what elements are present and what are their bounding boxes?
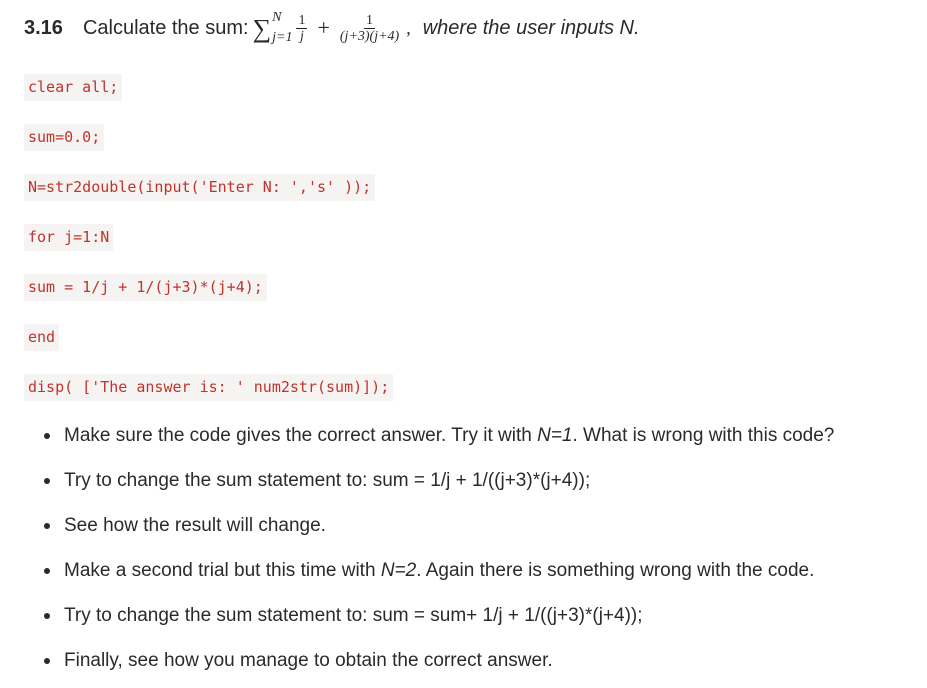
code-line: clear all; (24, 74, 122, 101)
list-item (38, 508, 834, 553)
fraction-numerator: 1 (298, 12, 306, 28)
upper-limit: N (272, 10, 282, 25)
code-line: for j=1:N (24, 224, 113, 251)
list-item (38, 643, 834, 688)
instruction-list (38, 418, 834, 688)
item-variable: N=2 (380, 560, 417, 581)
item-text: See how the result will change. (64, 515, 326, 536)
sum-formula (252, 10, 411, 45)
bullet-icon (44, 568, 50, 574)
lower-limit: j=1 (272, 30, 293, 45)
list-item (38, 418, 834, 463)
code-line: disp( ['The answer is: ' num2str(sum)]); (24, 374, 393, 401)
bullet-icon (44, 478, 50, 484)
exercise-heading (24, 6, 640, 50)
item-text: Make a second trial but this time with (64, 560, 381, 581)
fraction-denominator: (j+3)(j+4) (339, 28, 400, 44)
plus-sign: + (317, 15, 330, 40)
item-text: . Again there is something wrong with the code. (416, 560, 815, 581)
code-line: end (24, 324, 59, 351)
list-item (38, 598, 834, 643)
item-text: Try to change the sum statement to: sum = sum+ 1/j + 1/((j+3)*(j+4)); (64, 605, 643, 626)
sigma-symbol: ∑ (252, 14, 272, 43)
exercise-number: 3.16 (24, 16, 63, 39)
item-variable: N=1 (537, 425, 573, 446)
code-line: N=str2double(input('Enter N: ','s' )); (24, 174, 375, 201)
exercise-prompt: Calculate the sum: (82, 16, 249, 39)
bullet-icon (44, 658, 50, 664)
item-text: Try to change the sum statement to: sum = 1/j + 1/((j+3)*(j+4)); (64, 470, 591, 491)
fraction-product (340, 13, 399, 44)
fraction-denominator: j (300, 28, 304, 44)
item-text: . What is wrong with this code? (572, 425, 835, 446)
bullet-icon (44, 523, 50, 529)
fraction-numerator: 1 (366, 12, 374, 28)
exercise-suffix: where the user inputs N. (422, 16, 640, 39)
code-line: sum = 1/j + 1/(j+3)*(j+4); (24, 274, 267, 301)
sum-limits (272, 10, 293, 45)
bullet-icon (44, 613, 50, 619)
fraction-one-over-j (296, 13, 307, 44)
formula-comma: , (406, 17, 411, 38)
item-text: Finally, see how you manage to obtain the correct answer. (64, 650, 553, 671)
list-item (38, 463, 834, 508)
code-line: sum=0.0; (24, 124, 104, 151)
bullet-icon (44, 433, 50, 439)
list-item (38, 553, 834, 598)
item-text: Make sure the code gives the correct answer. Try it with (64, 425, 538, 446)
